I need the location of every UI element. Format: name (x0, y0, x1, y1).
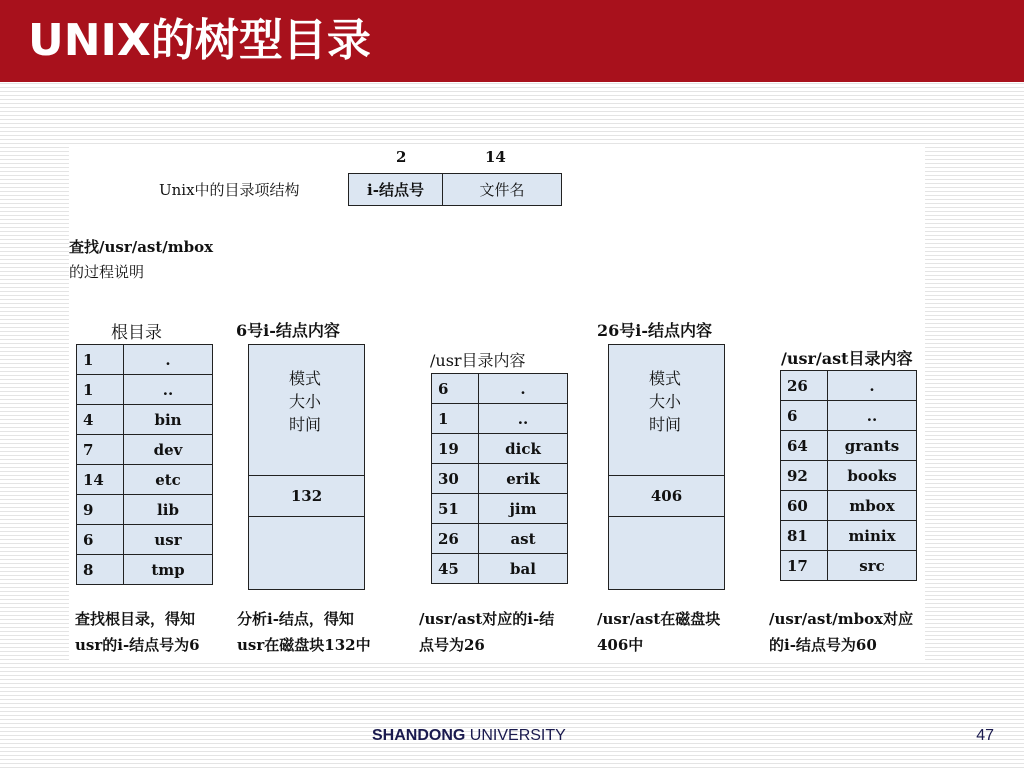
table-row (77, 405, 213, 435)
table-row (77, 345, 213, 375)
file-name-cell: tmp (124, 555, 213, 585)
file-name-cell: . (828, 371, 917, 401)
page-number: 47 (976, 727, 994, 744)
caption-line: usr的i-结点号为6 (75, 636, 200, 654)
caption-line: /usr/ast在磁盘块 (597, 610, 721, 628)
inode-number-cell: 9 (77, 495, 124, 525)
table-row (77, 465, 213, 495)
entry-field-name: 文件名 (479, 181, 525, 199)
attr-size: 大小 (289, 392, 322, 411)
inode6-box (248, 344, 365, 590)
footer-brand-rest: UNIVERSITY (465, 727, 566, 744)
inode26-title: 26号i-结点内容 (597, 321, 712, 340)
footer-brand (372, 727, 566, 745)
inode6-attrs (289, 367, 321, 436)
file-name-cell: lib (124, 495, 213, 525)
file-name-cell: .. (828, 401, 917, 431)
file-name-cell: bal (479, 554, 568, 584)
caption-line: /usr/ast对应的i-结 (419, 610, 555, 628)
inode-number-cell: 17 (781, 551, 828, 581)
table-row (77, 375, 213, 405)
file-name-cell: . (124, 345, 213, 375)
inode26-block: 406 (609, 476, 724, 517)
inode6-block: 132 (249, 476, 364, 517)
inode26-caption (597, 606, 720, 658)
attr-mode: 模式 (289, 369, 322, 388)
inode6-caption (237, 606, 371, 658)
inode-number-cell: 19 (432, 434, 479, 464)
table-row (432, 404, 568, 434)
table-row (781, 371, 917, 401)
inode-number-cell: 45 (432, 554, 479, 584)
inode-number-cell: 51 (432, 494, 479, 524)
entry-struct-label: Unix中的目录项结构 (159, 181, 300, 199)
caption-line: usr在磁盘块132中 (237, 636, 371, 654)
inode-number-cell: 60 (781, 491, 828, 521)
table-row (77, 555, 213, 585)
inode6-title: 6号i-结点内容 (236, 321, 340, 340)
root-dir-caption (75, 606, 200, 658)
inode-number-cell: 1 (77, 375, 124, 405)
attr-time: 时间 (289, 415, 322, 434)
lookup-line2: 的过程说明 (69, 263, 145, 281)
inode-number-cell: 92 (781, 461, 828, 491)
table-row (781, 461, 917, 491)
inode-number-cell: 26 (432, 524, 479, 554)
ast-dir-table (780, 370, 917, 581)
file-name-cell: dev (124, 435, 213, 465)
inode-number-cell: 1 (432, 404, 479, 434)
inode-number-cell: 26 (781, 371, 828, 401)
attr-time: 时间 (649, 415, 682, 434)
file-name-cell: .. (124, 375, 213, 405)
file-name-cell: grants (828, 431, 917, 461)
table-row (432, 494, 568, 524)
caption-line: 的i-结点号为60 (769, 636, 877, 654)
ast-dir-caption (769, 606, 913, 658)
table-row (781, 401, 917, 431)
attr-size: 大小 (649, 392, 682, 411)
file-name-cell: . (479, 374, 568, 404)
table-row (781, 491, 917, 521)
inode-number-cell: 64 (781, 431, 828, 461)
table-row (781, 431, 917, 461)
file-name-cell: erik (479, 464, 568, 494)
table-row (432, 524, 568, 554)
root-dir-title: 根目录 (111, 323, 162, 343)
table-row (77, 435, 213, 465)
usr-dir-title: /usr目录内容 (430, 351, 526, 370)
file-name-cell: ast (479, 524, 568, 554)
file-name-cell: jim (479, 494, 568, 524)
inode-number-cell: 30 (432, 464, 479, 494)
file-name-cell: usr (124, 525, 213, 555)
footer-brand-bold: SHANDONG (372, 727, 466, 744)
ast-dir-title: /usr/ast目录内容 (781, 349, 913, 368)
caption-line: 查找根目录，得知 (75, 610, 196, 628)
entry-size-name: 14 (485, 148, 506, 166)
attr-mode: 模式 (649, 369, 682, 388)
inode-number-cell: 14 (77, 465, 124, 495)
file-name-cell: books (828, 461, 917, 491)
lookup-line1: 查找/usr/ast/mbox (69, 238, 214, 256)
inode-number-cell: 1 (77, 345, 124, 375)
table-row (781, 521, 917, 551)
inode-number-cell: 8 (77, 555, 124, 585)
inode-number-cell: 6 (432, 374, 479, 404)
inode-number-cell: 7 (77, 435, 124, 465)
usr-dir-table (431, 373, 568, 584)
file-name-cell: minix (828, 521, 917, 551)
inode26-box (608, 344, 725, 590)
inode-number-cell: 81 (781, 521, 828, 551)
file-name-cell: bin (124, 405, 213, 435)
file-name-cell: src (828, 551, 917, 581)
inode26-attrs (649, 367, 681, 436)
inode-number-cell: 6 (77, 525, 124, 555)
file-name-cell: dick (479, 434, 568, 464)
entry-field-inode: i-结点号 (349, 174, 443, 205)
file-name-cell: .. (479, 404, 568, 434)
table-row (432, 374, 568, 404)
table-row (432, 464, 568, 494)
caption-line: 点号为26 (419, 636, 485, 654)
diagram-panel (69, 146, 925, 660)
usr-dir-caption (419, 606, 554, 658)
caption-line: 406中 (597, 636, 644, 654)
table-row (432, 434, 568, 464)
file-name-cell: etc (124, 465, 213, 495)
table-row (781, 551, 917, 581)
inode-number-cell: 6 (781, 401, 828, 431)
caption-line: 分析i-结点，得知 (237, 610, 354, 628)
file-name-cell: mbox (828, 491, 917, 521)
entry-size-inode: 2 (396, 148, 407, 166)
slide-title: UNIX的树型目录 (0, 0, 1024, 82)
table-row (432, 554, 568, 584)
root-dir-table (76, 344, 213, 585)
inode-number-cell: 4 (77, 405, 124, 435)
table-row (77, 495, 213, 525)
table-row (77, 525, 213, 555)
entry-struct-table (348, 173, 562, 206)
caption-line: /usr/ast/mbox对应 (769, 610, 914, 628)
